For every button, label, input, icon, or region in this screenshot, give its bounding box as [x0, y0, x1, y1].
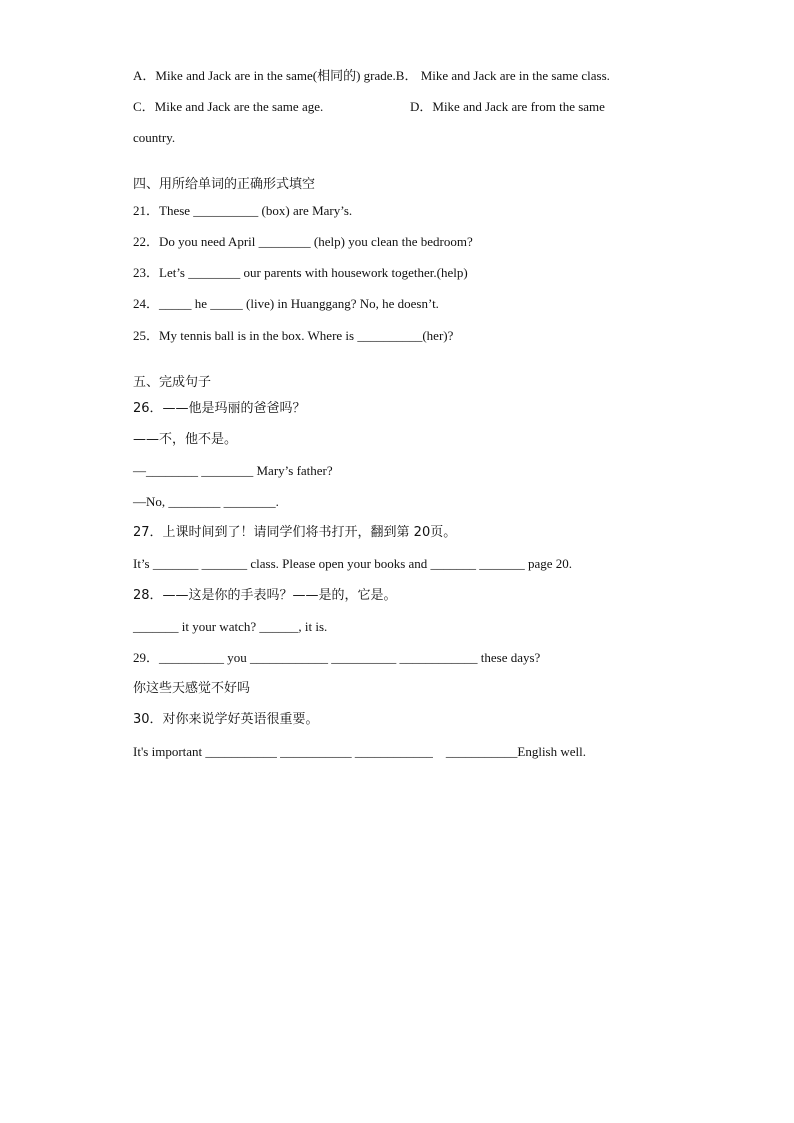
question-23: 23．Let’s ________ our parents with housework together.(help): [133, 265, 468, 280]
option-d-continued: country.: [133, 130, 176, 145]
question-29-chinese: 你这些天感觉不好吗: [133, 681, 251, 696]
question-26-chinese: 26．——他是玛丽的爸爸吗？: [133, 401, 306, 416]
section-5-title: 五、完成句子: [133, 375, 212, 390]
option-a-b: A．Mike and Jack are in the same(相同的) grade.B． Mike and Jack are in the same class.: [133, 68, 610, 83]
question-26-english-2: —No, ________ ________.: [133, 494, 279, 509]
question-26-chinese-answer: ——不，他不是。: [133, 432, 238, 447]
question-25: 25．My tennis ball is in the box. Where is __________(her)?: [133, 328, 454, 343]
question-30-chinese: 30．对你来说学好英语很重要。: [133, 712, 319, 727]
option-c: C．Mike and Jack are the same age.: [133, 99, 324, 114]
section-4-title: 四、用所给单词的正确形式填空: [133, 177, 316, 192]
option-d: D．Mike and Jack are from the same: [410, 99, 605, 114]
question-29-english: 29．__________ you ____________ __________ ____________ these days?: [133, 650, 541, 665]
question-27-english: It’s _______ _______ class. Please open your books and _______ _______ page 20.: [133, 556, 573, 571]
question-24: 24．_____ he _____ (live) in Huanggang? No, he doesn’t.: [133, 296, 439, 311]
question-21: 21．These __________ (box) are Mary’s.: [133, 203, 353, 218]
question-26-english-1: —________ ________ Mary’s father?: [133, 463, 333, 478]
question-30-english: It's important ___________ ___________ ____________ ___________English well.: [133, 744, 586, 759]
question-27-chinese: 27．上课时间到了！请同学们将书打开，翻到第 20页。: [133, 525, 457, 540]
question-22: 22．Do you need April ________ (help) you clean the bedroom?: [133, 234, 473, 249]
question-28-chinese: 28．——这是你的手表吗？——是的，它是。: [133, 588, 397, 603]
question-28-english: _______ it your watch? ______, it is.: [133, 619, 328, 634]
